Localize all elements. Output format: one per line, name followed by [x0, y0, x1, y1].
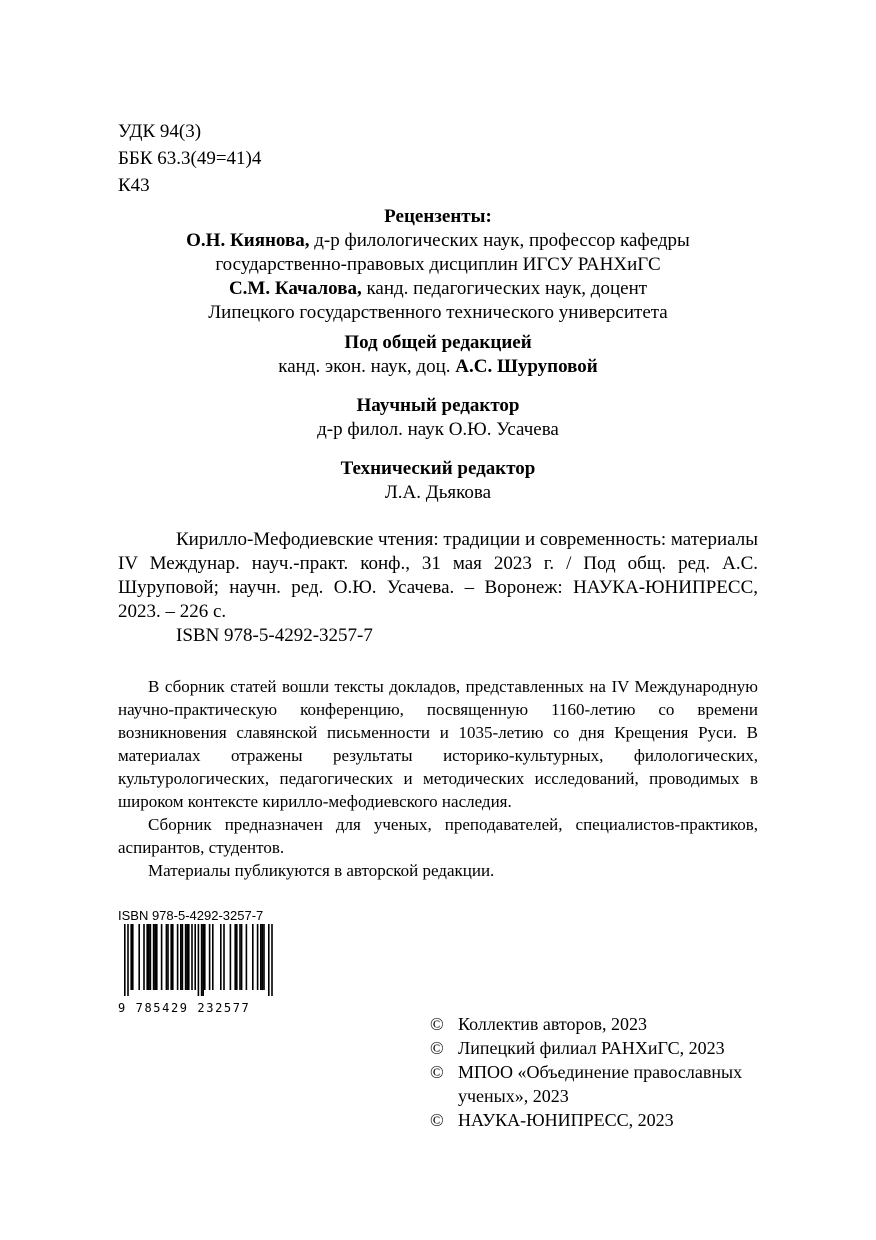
- barcode-bar: [148, 924, 150, 990]
- barcode-bar: [239, 924, 241, 990]
- tech-editor-block: [118, 457, 758, 505]
- barcode-bar: [198, 924, 200, 996]
- barcode-bar: [150, 924, 152, 990]
- copyright-item: [430, 1060, 790, 1108]
- barcode-bar: [246, 924, 248, 990]
- general-editor-prefix: канд. экон. наук, доц.: [278, 356, 456, 377]
- barcode-bar: [220, 924, 222, 990]
- barcode-bar: [138, 924, 140, 990]
- general-editor-block: [118, 331, 758, 379]
- barcode-bar: [263, 924, 265, 990]
- barcode-bar: [154, 924, 156, 990]
- barcode-bar: [153, 924, 155, 990]
- copyright-text: МПОО «Объединение православных ученых», 2023: [458, 1062, 743, 1106]
- barcode-bar: [252, 924, 254, 990]
- annotation: [118, 675, 758, 882]
- copyright-item: [430, 1108, 790, 1132]
- reviewer-2-line-1: [118, 277, 758, 301]
- barcode-digits: 9 785429 232577: [118, 1001, 251, 1015]
- barcode-isbn-label: ISBN 978-5-4292-3257-7: [118, 908, 264, 923]
- annotation-paragraph-3: Материалы публикуются в авторской редакции.: [148, 861, 495, 880]
- copyright-text: Липецкий филиал РАНХиГС, 2023: [458, 1038, 725, 1058]
- barcode-bar: [186, 924, 188, 990]
- bbk-code: ББК 63.3(49=41)4: [118, 148, 262, 169]
- reviewer-1-desc-2: государственно-правовых дисциплин ИГСУ РАНХиГС: [215, 254, 661, 275]
- barcode-bar: [262, 924, 264, 990]
- barcode-bar: [241, 924, 243, 990]
- barcode-bar: [182, 924, 184, 990]
- barcode-bar: [170, 924, 172, 990]
- copyright-text: Коллектив авторов, 2023: [458, 1014, 647, 1034]
- barcode-bar: [230, 924, 232, 990]
- reviewer-1-name: О.Н. Киянова,: [186, 230, 310, 251]
- general-editor-heading: Под общей редакцией: [344, 332, 532, 353]
- reviewer-2-desc-2: Липецкого государственного технического университета: [208, 302, 668, 323]
- barcode-bar: [188, 924, 190, 990]
- barcode-bars: [118, 924, 278, 996]
- udk-code: УДК 94(3): [118, 121, 202, 142]
- annotation-paragraph-1: В сборник статей вошли тексты докладов, представленных на IV Международную научно-практическую конференцию, посвященную 1160-летию со времени возникновения славянской письменности и 1035-летию со дня Крещения Руси. В материалах отражены результаты историко-культурных, филологических, культурологических, педагогических и методических исследований, проводимых в широком контексте кирилло-мефодиевского наследия.: [118, 677, 758, 811]
- bibliographic-record: [118, 528, 758, 648]
- barcode-bar: [204, 924, 206, 990]
- barcode-bar: [177, 924, 179, 990]
- barcode-bar: [268, 924, 270, 996]
- barcode-bar: [146, 924, 148, 990]
- barcode-bar: [130, 924, 132, 990]
- barcode-bar: [143, 924, 145, 990]
- barcode-bar: [180, 924, 182, 990]
- author-sign: К43: [118, 175, 150, 196]
- barcode-bar: [260, 924, 262, 990]
- reviewer-2-name: С.М. Качалова,: [228, 278, 362, 299]
- barcode-bar: [257, 924, 259, 990]
- science-editor-heading: Научный редактор: [356, 395, 520, 416]
- classification-codes: [118, 118, 261, 199]
- copyright-item: [430, 1036, 790, 1060]
- tech-editor-heading: Технический редактор: [340, 458, 536, 479]
- barcode-bar: [191, 924, 193, 990]
- copyright-list: [430, 1012, 790, 1132]
- reviewer-2-desc-1: канд. педагогических наук, доцент: [361, 278, 648, 299]
- copyright-text: НАУКА-ЮНИПРЕСС, 2023: [458, 1110, 674, 1130]
- barcode-bar: [185, 924, 187, 990]
- tech-editor-text: Л.А. Дьякова: [384, 482, 492, 503]
- copyright-mark: ©: [430, 1014, 444, 1034]
- barcode-bar: [212, 924, 214, 990]
- barcode-bar: [167, 924, 169, 990]
- science-editor-block: [118, 394, 758, 442]
- barcode-bar: [156, 924, 158, 990]
- barcode-bar: [271, 924, 273, 996]
- science-editor-text: д-р филол. наук О.Ю. Усачева: [317, 419, 559, 440]
- isbn-barcode: [118, 908, 278, 1015]
- barcode-bar: [172, 924, 174, 990]
- reviewer-1-line-1: [118, 229, 758, 253]
- barcode-bar: [234, 924, 236, 990]
- general-editor-line: [118, 355, 758, 379]
- reviewers-heading: Рецензенты:: [384, 206, 492, 227]
- barcode-bar: [194, 924, 196, 990]
- copyright-item: [430, 1012, 790, 1036]
- bibliographic-description: Кирилло-Мефодиевские чтения: традиции и современность: материалы IV Междунар. науч.-практ. конф., 31 мая 2023 г. / Под общ. ред. А.С. Шуруповой; научн. ред. О.Ю. Усачева. – Воронеж: НАУКА-ЮНИПРЕСС, 2023. – 226 с.: [118, 529, 759, 622]
- annotation-paragraph-2: Сборник предназначен для ученых, преподавателей, специалистов-практиков, аспирантов, студентов.: [118, 815, 758, 857]
- barcode-bar: [132, 924, 134, 990]
- isbn-line: ISBN 978-5-4292-3257-7: [176, 625, 373, 646]
- barcode-bar: [202, 924, 204, 996]
- copyright-mark: ©: [430, 1038, 444, 1058]
- barcode-bar: [201, 924, 203, 996]
- copyright-mark: ©: [430, 1062, 444, 1082]
- barcode-bar: [161, 924, 163, 990]
- reviewer-1-desc-1: д-р филологических наук, профессор кафедры: [309, 230, 690, 251]
- barcode-bar: [223, 924, 225, 990]
- reviewers-block: [118, 205, 758, 325]
- general-editor-name: А.С. Шуруповой: [455, 356, 598, 377]
- copyright-mark: ©: [430, 1110, 444, 1130]
- barcode-bar: [127, 924, 129, 996]
- barcode-bar: [166, 924, 168, 990]
- barcode-bar: [124, 924, 126, 996]
- barcode-bar: [209, 924, 211, 990]
- barcode-bar: [236, 924, 238, 990]
